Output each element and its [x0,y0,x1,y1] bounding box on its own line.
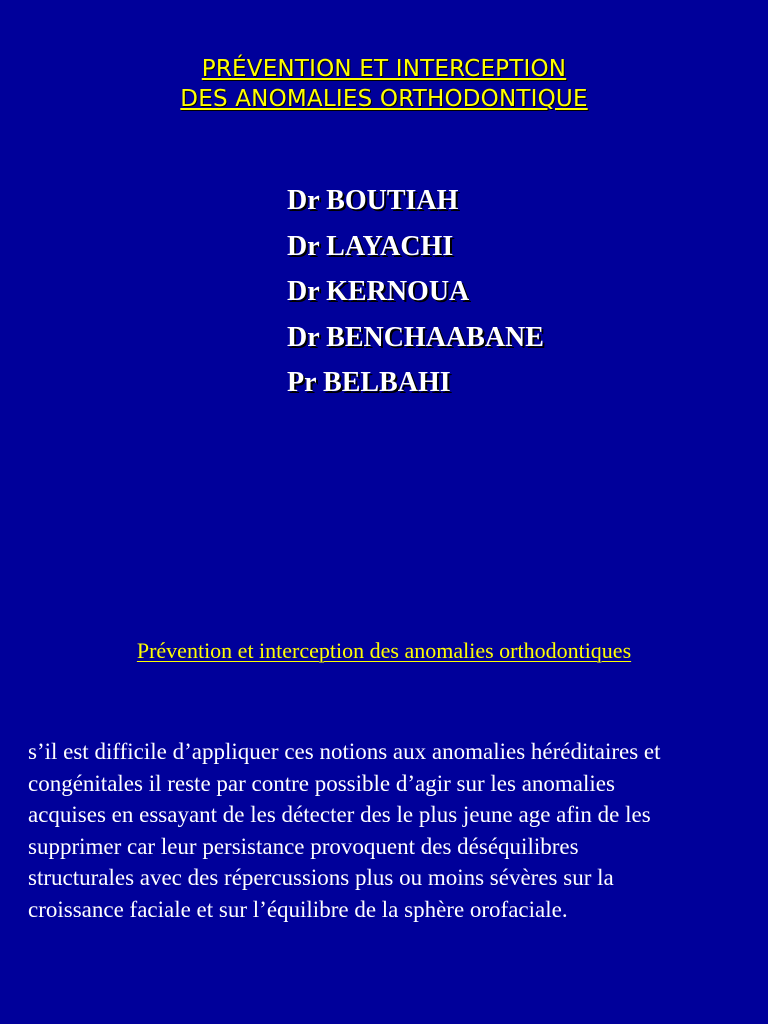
section-subtitle: Prévention et interception des anomalies orthodontiques [136,638,632,663]
slide-title [0,54,768,114]
body-line: croissance faciale et sur l’équilibre de la sphère orofaciale. [28,896,568,922]
body-line: supprimer car leur persistance provoquent des déséquilibres [28,833,579,859]
author-name: Dr BENCHAABANE [287,321,544,353]
author-name: Dr BOUTIAH [287,185,459,216]
body-line: structurales avec des répercussions plus ou moins sévères sur la [28,865,614,890]
author-name: Pr BELBAHI [287,367,451,398]
body-line: acquises en essayant de les détecter des le plus jeune age afin de les [28,802,651,827]
body-line: congénitales il reste par contre possible d’agir sur les anomalies [28,770,615,796]
body-line: s’il est difficile d’appliquer ces notions aux anomalies héréditaires et [28,739,661,764]
author-name: Dr KERNOUA [287,276,470,307]
author-name: Dr LAYACHI [287,230,454,262]
author-list [287,178,544,406]
title-line: PRÉVENTION ET INTERCEPTION [201,56,567,82]
body-paragraph [28,736,740,925]
title-line: DES ANOMALIES ORTHODONTIQUE [180,86,588,112]
